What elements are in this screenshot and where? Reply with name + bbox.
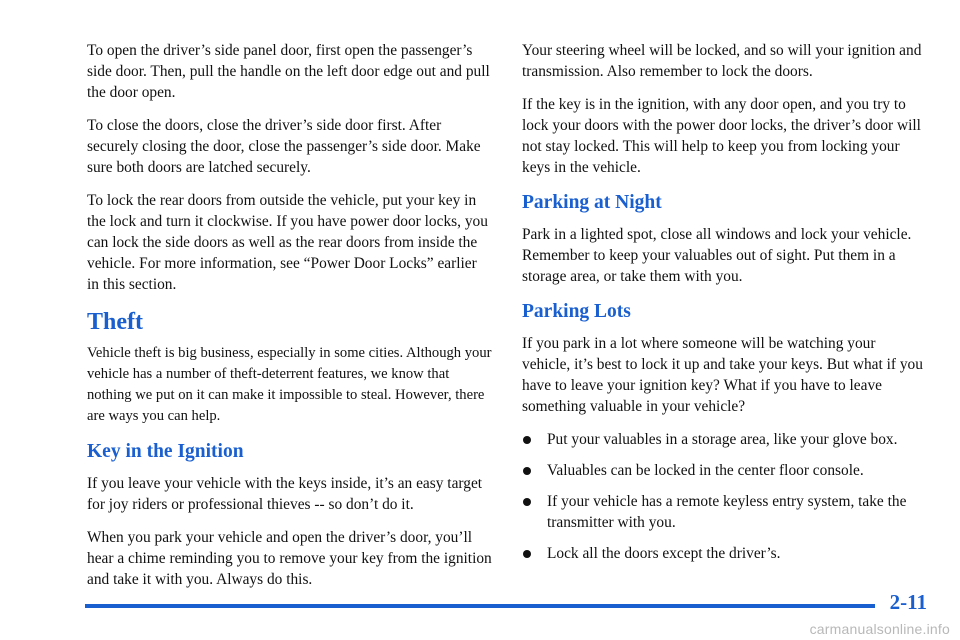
list-item bbox=[522, 460, 927, 481]
list-item-text: If your vehicle has a remote keyless entry system, take the transmitter with you. bbox=[547, 493, 907, 531]
heading-key-in-ignition: Key in the Ignition bbox=[87, 441, 244, 462]
list-item-text: Lock all the doors except the driver’s. bbox=[547, 545, 781, 562]
heading-theft: Theft bbox=[87, 309, 143, 335]
heading-parking-at-night: Parking at Night bbox=[522, 192, 662, 213]
list-item-text: Put your valuables in a storage area, like your glove box. bbox=[547, 431, 898, 448]
list-item-text: Valuables can be locked in the center floor console. bbox=[547, 462, 864, 479]
paragraph-close-doors: To close the doors, close the driver’s side door first. After securely closing the door, close the passenger’s side door. Make sure both doors are latched securely. bbox=[87, 117, 481, 176]
page-number: 2-11 bbox=[889, 590, 927, 614]
paragraph-theft: Vehicle theft is big business, especially in some cities. Although your vehicle has a number of theft-deterrent features, we know that nothing we put on it can make it impossible to steal. However, there are ways you can help. bbox=[87, 345, 492, 424]
bullet-icon bbox=[523, 498, 531, 506]
bullet-list bbox=[522, 429, 927, 564]
footer-rule bbox=[85, 604, 875, 608]
paragraph-open-side-door: To open the driver’s side panel door, first open the passenger’s side door. Then, pull the handle on the left door edge out and pull the door open. bbox=[87, 42, 490, 101]
bullet-icon bbox=[523, 467, 531, 475]
paragraph-steering-locked: Your steering wheel will be locked, and so will your ignition and transmission. Also remember to lock the doors. bbox=[522, 42, 922, 80]
left-column bbox=[87, 40, 492, 602]
watermark: carmanualsonline.info bbox=[809, 621, 950, 637]
paragraph-parking-night: Park in a lighted spot, close all windows and lock your vehicle. Remember to keep your valuables out of sight. Put them in a storage area, or take them with you. bbox=[522, 226, 912, 285]
list-item bbox=[522, 429, 927, 450]
bullet-icon bbox=[523, 436, 531, 444]
list-item bbox=[522, 543, 927, 564]
heading-parking-lots: Parking Lots bbox=[522, 301, 631, 322]
paragraph-lock-rear-doors: To lock the rear doors from outside the vehicle, put your key in the lock and turn it clockwise. If you have power door locks, you can lock the side doors as well as the rear doors from inside the vehicle. For more information, see “Power Door Locks” earlier in this section. bbox=[87, 192, 488, 293]
paragraph-key-1: If you leave your vehicle with the keys inside, it’s an easy target for joy riders or professional thieves -- so don’t do it. bbox=[87, 475, 483, 513]
list-item bbox=[522, 491, 927, 533]
paragraph-key-2: When you park your vehicle and open the driver’s door, you’ll hear a chime reminding you to remove your key from the ignition and take it with you. Always do this. bbox=[87, 529, 492, 588]
right-column bbox=[522, 40, 927, 574]
paragraph-parking-lots: If you park in a lot where someone will be watching your vehicle, it’s best to lock it up and take your keys. But what if you have to leave your ignition key? What if you have to leave something valuable in your vehicle? bbox=[522, 335, 923, 415]
bullet-icon bbox=[523, 550, 531, 558]
paragraph-key-in-ignition-lock: If the key is in the ignition, with any door open, and you try to lock your doors with the power door locks, the driver’s door will not stay locked. This will help to keep you from locking your keys in the vehicle. bbox=[522, 96, 921, 176]
